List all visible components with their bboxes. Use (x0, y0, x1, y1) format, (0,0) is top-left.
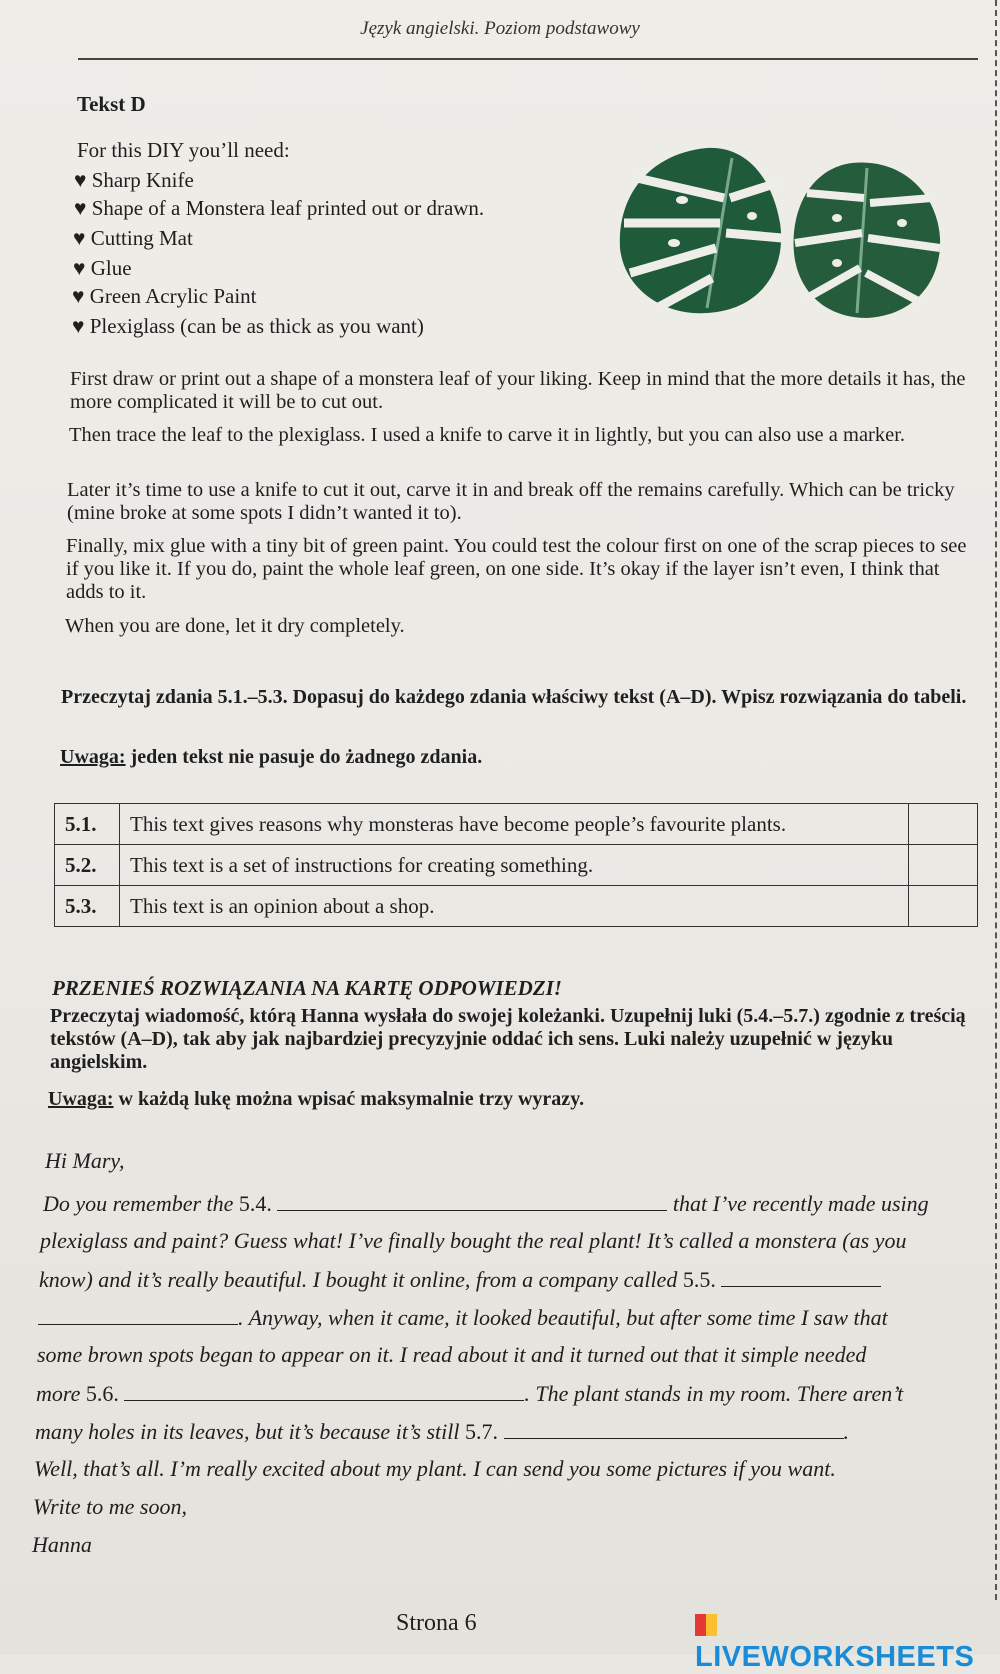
page-number: Strona 6 (396, 1610, 477, 1636)
answer-box[interactable] (909, 804, 978, 845)
running-header: Język angielski. Poziom podstawowy (360, 18, 640, 39)
paragraph: When you are done, let it dry completely. (65, 615, 405, 637)
letter-closing: Write to me soon, (33, 1494, 187, 1519)
monstera-leaf-right (794, 163, 941, 318)
task-note (48, 1088, 584, 1111)
gap-5-5-input[interactable] (721, 1266, 881, 1287)
note-text: w każdą lukę można wpisać maksymalnie trzy wyrazy. (113, 1088, 585, 1110)
heart-icon: ♥ (72, 314, 85, 338)
row-statement: This text is a set of instructions for creating something. (120, 845, 909, 886)
row-number: 5.1. (55, 804, 120, 845)
letter-line: plexiglass and paint? Guess what! I’ve finally bought the real plant! It’s called a monstera (as you (40, 1228, 907, 1253)
text-d-heading: Tekst D (77, 92, 146, 116)
task-note (60, 746, 482, 769)
letter-signature: Hanna (32, 1532, 92, 1557)
gap-5-4-input[interactable] (277, 1190, 667, 1211)
liveworksheets-logo: LIVEWORKSHEETS (695, 1608, 1000, 1674)
letter-line: know) and it’s really beautiful. I bought it online, from a company called 5.5. (39, 1266, 999, 1293)
paragraph: Later it’s time to use a knife to cut it out, carve it in and break off the remains carefully. Which can be tricky (mine broke at some spots I didn’t wanted it to). (67, 479, 955, 524)
answer-box[interactable] (909, 845, 978, 886)
paragraph: First draw or print out a shape of a monstera leaf of your liking. Keep in mind that the more details it has, the more complicated it will be to cut out. (70, 368, 966, 413)
task-instruction: Przeczytaj wiadomość, którą Hanna wysłała do swojej koleżanki. Uzupełnij luki (5.4.–5.7.) zgodnie z treścią tekstów (A–D), tak aby jak najbardziej precyzyjnie oddać ich sens. Luki należy uzupełnić w języku angielskim. (50, 1005, 966, 1073)
letter-greeting: Hi Mary, (45, 1148, 125, 1173)
letter-line: many holes in its leaves, but it’s because it’s still 5.7. . (35, 1419, 849, 1444)
gap-5-5-input-continued[interactable] (38, 1304, 238, 1325)
row-number: 5.3. (55, 886, 120, 927)
monstera-leaf-left (620, 148, 782, 313)
gap-5-7-input[interactable] (504, 1418, 844, 1439)
logo-badge-icon (695, 1614, 717, 1636)
header-rule (78, 58, 978, 60)
cut-line (995, 0, 997, 1600)
gap-number: 5.5. (682, 1267, 716, 1292)
gap-number: 5.6. (85, 1381, 119, 1406)
row-statement: This text gives reasons why monsteras have become people’s favourite plants. (120, 804, 909, 845)
letter-line: . Anyway, when it came, it looked beautiful, but after some time I saw that (38, 1304, 998, 1331)
text-d-intro: For this DIY you’ll need: (77, 138, 290, 162)
list-item: ♥ Plexiglass (can be as thick as you want) (72, 314, 424, 338)
heart-icon: ♥ (72, 284, 85, 308)
heart-icon: ♥ (73, 226, 86, 250)
paragraph: Then trace the leaf to the plexiglass. I used a knife to carve it in lightly, but you can also use a marker. (69, 424, 906, 446)
task-instruction: Przeczytaj zdania 5.1.–5.3. Dopasuj do każdego zdania właściwy tekst (A–D). Wpisz rozwiązania do tabeli. (61, 686, 967, 708)
letter-line: more 5.6. . The plant stands in my room. There aren’t (36, 1381, 904, 1406)
transfer-reminder: PRZENIEŚ ROZWIĄZANIA NA KARTĘ ODPOWIEDZI! (52, 976, 562, 1000)
note-label: Uwaga: (48, 1088, 114, 1110)
note-label: Uwaga: (60, 746, 126, 768)
paragraph: Finally, mix glue with a tiny bit of green paint. You could test the colour first on one of the scrap pieces to see if you like it. If you do, paint the whole leaf green, on one side. It’s okay if the layer isn’t even, I think that adds to it. (66, 535, 967, 603)
letter-line: Do you remember the 5.4. that I’ve recently made using (43, 1191, 929, 1216)
gap-number: 5.7. (465, 1419, 498, 1444)
list-item: ♥ Cutting Mat (73, 226, 193, 250)
answer-box[interactable] (909, 886, 978, 927)
row-number: 5.2. (55, 845, 120, 886)
list-item: ♥ Green Acrylic Paint (72, 284, 257, 308)
table-row (55, 804, 978, 845)
note-text: jeden tekst nie pasuje do żadnego zdania. (125, 746, 483, 768)
list-item: ♥ Shape of a Monstera leaf printed out or drawn. (74, 196, 485, 220)
gap-number: 5.4. (238, 1191, 272, 1216)
heart-icon: ♥ (74, 196, 87, 220)
list-item: ♥ Glue (73, 256, 132, 280)
heart-icon: ♥ (73, 256, 86, 280)
table-row (55, 886, 978, 927)
letter-line: Well, that’s all. I’m really excited about my plant. I can send you some pictures if you want. (34, 1456, 836, 1481)
monstera-leaves-image (612, 138, 952, 328)
answer-table (54, 803, 978, 927)
row-statement: This text is an opinion about a shop. (120, 886, 909, 927)
heart-icon: ♥ (74, 168, 87, 192)
gap-5-6-input[interactable] (124, 1380, 524, 1401)
letter-line: some brown spots began to appear on it. I read about it and it turned out that it simple needed (37, 1342, 867, 1367)
list-item: ♥ Sharp Knife (74, 168, 194, 192)
table-row (55, 845, 978, 886)
